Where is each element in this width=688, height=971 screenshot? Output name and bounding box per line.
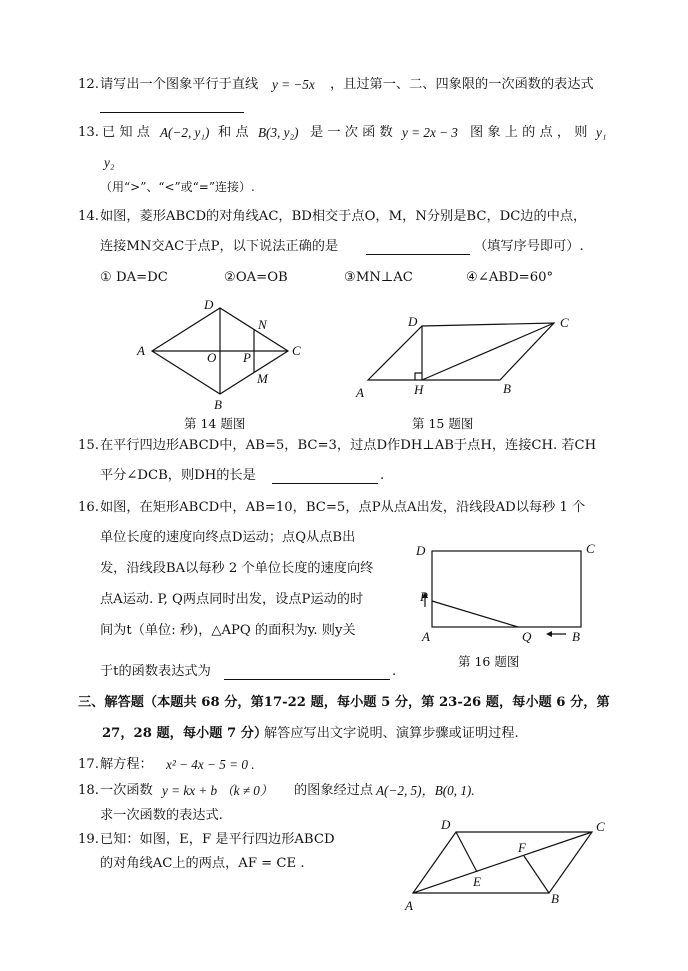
fig15-right-angle-mark bbox=[415, 373, 422, 380]
fig16-label-p: P bbox=[420, 589, 428, 604]
q12-equation: y = −5x bbox=[272, 77, 315, 92]
q12-text: 请写出一个图象平行于直线 bbox=[100, 77, 259, 92]
q13-text-b: 和 点 bbox=[218, 125, 249, 140]
q13-function: y = 2x − 3 bbox=[402, 125, 458, 140]
q13-y1: y₁ bbox=[596, 125, 607, 140]
q13-number: 13. bbox=[78, 125, 99, 140]
q16-text-1: 如图，在矩形ABCD中，AB=10，BC=5，点P从点A出发，沿线段AD以每秒 1 个 bbox=[100, 500, 586, 515]
q13-text-a: 已 知 点 bbox=[102, 125, 150, 140]
q19-text-1: 已知：如图，E，F 是平行四边形ABCD bbox=[100, 832, 335, 847]
q13-text-d: 图 象 上 的 点 ， 则 bbox=[470, 125, 588, 140]
q16-text-7: . bbox=[392, 664, 397, 679]
fig14-label-o: O bbox=[207, 350, 217, 365]
q16-text-2: 单位长度的速度向终点D运动；点Q从点B出 bbox=[100, 530, 356, 545]
q13-point-a: A(−2, y₁) bbox=[160, 125, 210, 140]
fig16-caption: 第 16 题图 bbox=[458, 654, 520, 669]
q17-text: 解方程： bbox=[100, 757, 153, 772]
fig14-caption: 第 14 题图 bbox=[184, 416, 246, 431]
q18-function: y = kx + b （k ≠ 0） bbox=[162, 783, 274, 798]
fig19-segment-de bbox=[456, 832, 477, 872]
fig19-label-a: A bbox=[405, 898, 413, 913]
q15-text-1: 在平行四边形ABCD中，AB=5，BC=3，过点D作DH⊥AB于点H，连接CH. 若CH bbox=[100, 438, 597, 453]
fig14-label-p: P bbox=[243, 350, 251, 365]
q14-option-3: ③MN⊥AC bbox=[344, 270, 413, 285]
q17-equation: x² − 4x − 5 = 0 . bbox=[166, 757, 255, 772]
q19-text-2: 的对角线AC上的两点，AF = CE . bbox=[100, 856, 305, 871]
fig14-label-a: A bbox=[137, 343, 145, 358]
fig14-label-m: M bbox=[257, 371, 268, 386]
fig19-label-b: B bbox=[551, 891, 559, 906]
fig15-label-h: H bbox=[414, 382, 424, 397]
q14-number: 14. bbox=[78, 209, 99, 224]
fig16-rectangle bbox=[432, 551, 581, 627]
section3-heading: 三、解答题（本题共 68 分，第17-22 题，每小题 5 分，第 23-26 题，每小题 6 分，第 bbox=[78, 695, 610, 710]
q18-number: 18. bbox=[78, 783, 99, 798]
section3-points: 27，28 题，每小题 7 分） bbox=[102, 726, 268, 741]
q14-text-2: 连接MN交AC于点P，以下说法正确的是 bbox=[100, 239, 339, 254]
q18-points: A(−2, 5)，B(0, 1). bbox=[376, 783, 475, 798]
q13-y2: y₂ bbox=[104, 155, 115, 170]
q16-text-3: 发，沿线段BA以每秒 2 个单位长度的速度向终 bbox=[100, 561, 374, 576]
fig16-label-c: C bbox=[586, 541, 595, 556]
fig14-label-n: N bbox=[258, 317, 267, 332]
fig14-label-b: B bbox=[214, 397, 222, 412]
q16-text-6: 于t的函数表达式为 bbox=[100, 664, 211, 679]
fig15-label-b: B bbox=[503, 381, 511, 396]
q15-text-3: . bbox=[380, 468, 385, 483]
q16-answer-blank[interactable] bbox=[224, 665, 390, 680]
fig16-label-b: B bbox=[572, 629, 580, 644]
q17-number: 17. bbox=[78, 757, 99, 772]
q16-text-5: 间为t（单位: 秒)，△APQ 的面积为y. 则y关 bbox=[100, 623, 356, 638]
q14-text-3: （填写序号即可）. bbox=[474, 239, 584, 254]
fig16-segment-pq bbox=[432, 601, 518, 627]
q12-number: 12. bbox=[78, 77, 99, 92]
q16-number: 16. bbox=[78, 500, 99, 515]
q13-text-c: 是 一 次 函 数 bbox=[310, 125, 393, 140]
q14-option-2: ②OA=OB bbox=[224, 270, 288, 285]
fig19-label-f: F bbox=[518, 840, 526, 855]
q18-text-3: 求一次函数的表达式. bbox=[100, 808, 223, 823]
fig19-label-e: E bbox=[473, 874, 481, 889]
q16-text-4: 点A运动. P, Q两点同时出发，设点P运动的时 bbox=[100, 592, 364, 607]
q14-text-1: 如图，菱形ABCD的对角线AC，BD相交于点O，M，N分别是BC，DC边的中点， bbox=[100, 209, 587, 224]
q19-number: 19. bbox=[78, 832, 99, 847]
q15-number: 15. bbox=[78, 438, 99, 453]
q15-text-2: 平分∠DCB，则DH的长是 bbox=[100, 468, 256, 483]
q12-text2: ，且过第一、二、四象限的一次函数的表达式 bbox=[330, 77, 594, 92]
fig15-caption: 第 15 题图 bbox=[412, 416, 474, 431]
q18-text-1: 一次函数 bbox=[100, 783, 153, 798]
fig19-label-c: C bbox=[596, 819, 605, 834]
fig15-label-c: C bbox=[560, 315, 569, 330]
fig19-label-d: D bbox=[441, 817, 451, 832]
fig16-label-a: A bbox=[422, 629, 430, 644]
fig19-segment-bf bbox=[524, 856, 549, 893]
fig16-label-d: D bbox=[416, 543, 426, 558]
fig14-label-d: D bbox=[204, 297, 214, 312]
q14-option-4: ④∠ABD=60° bbox=[466, 270, 554, 285]
fig15-label-a: A bbox=[356, 385, 364, 400]
fig15-parallelogram bbox=[368, 323, 554, 380]
q13-point-b: B(3, y₂) bbox=[258, 125, 299, 140]
q15-answer-blank[interactable] bbox=[272, 469, 378, 484]
fig16-arrowhead-q bbox=[546, 631, 552, 637]
q18-text-2: 的图象经过点 bbox=[294, 783, 374, 798]
fig15-label-d: D bbox=[408, 314, 418, 329]
section3-instructions: 解答应写出文字说明、演算步骤或证明过程. bbox=[264, 726, 519, 741]
q14-option-1: ① DA=DC bbox=[100, 270, 168, 285]
fig14-label-c: C bbox=[292, 343, 301, 358]
fig16-label-q: Q bbox=[522, 629, 532, 644]
fig19-diagonal-ac bbox=[413, 832, 592, 893]
fig15-segment-ch bbox=[422, 323, 554, 380]
q13-hint: （用“>”、“<”或“=”连接）. bbox=[100, 180, 255, 194]
